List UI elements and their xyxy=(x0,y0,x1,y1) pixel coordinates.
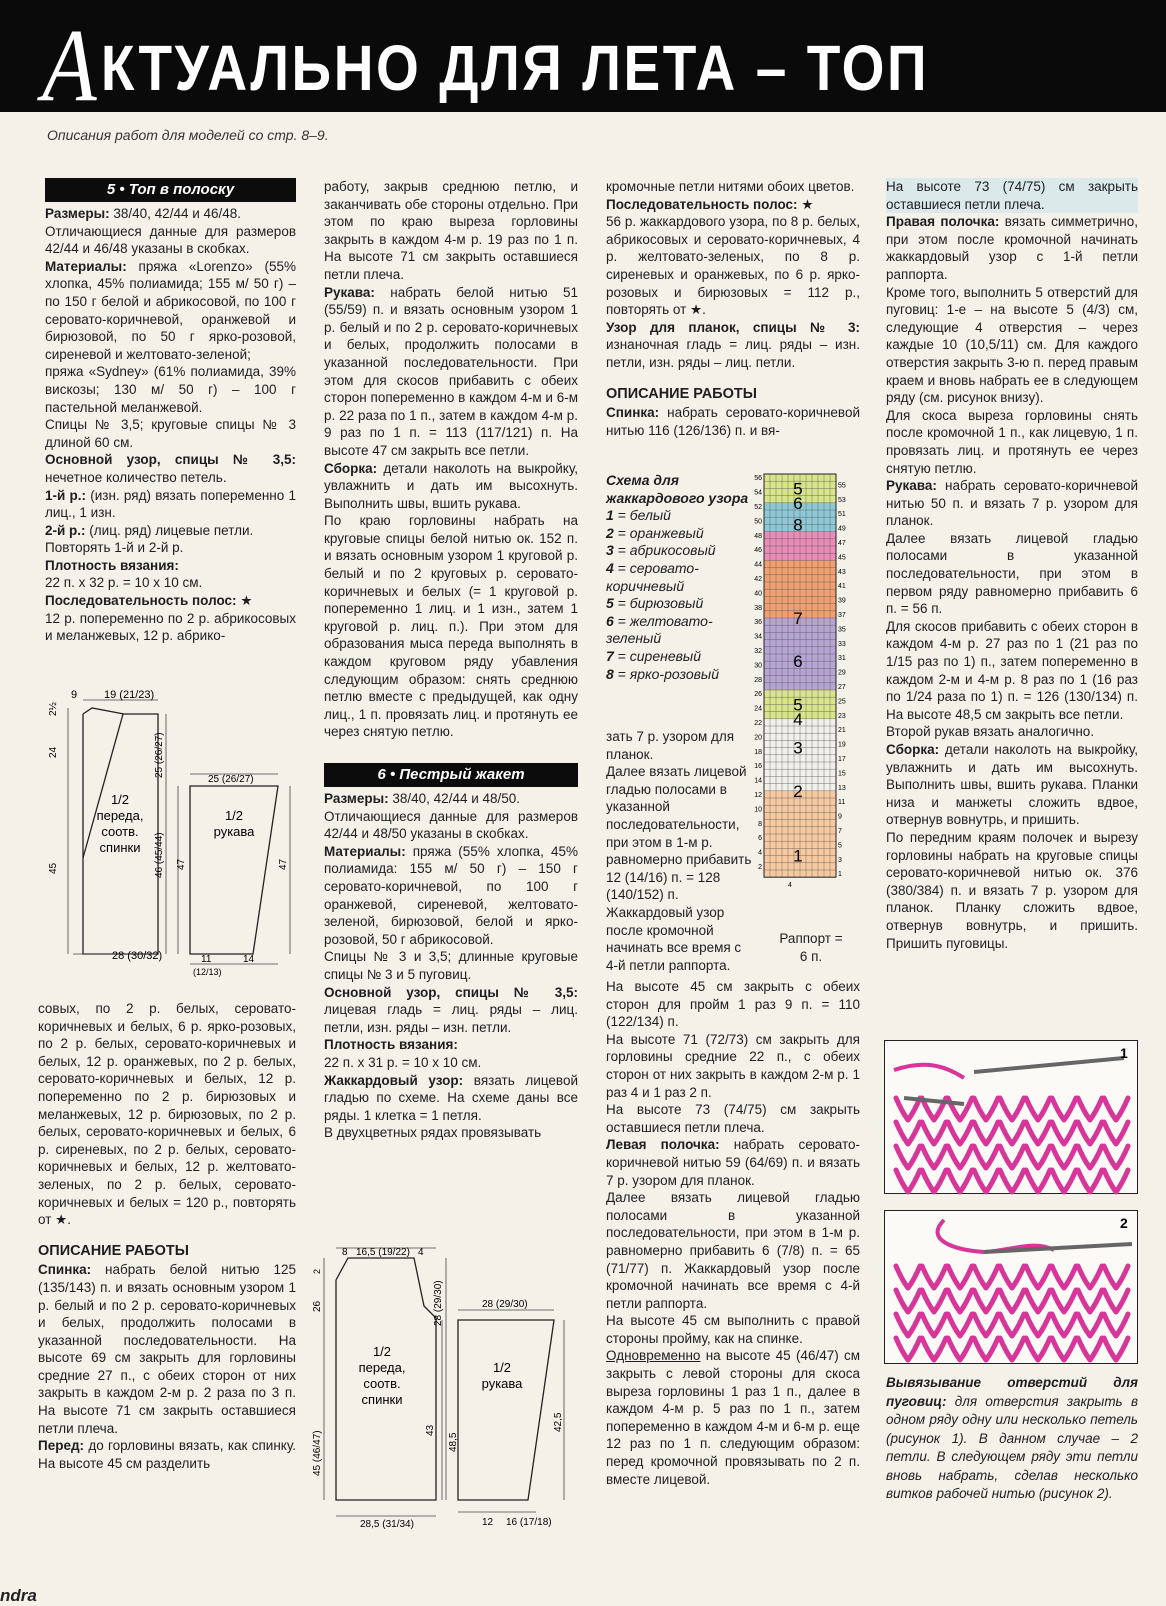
chart-stitch-label: 4 xyxy=(788,882,792,890)
chart-row-label: 25 xyxy=(838,698,846,706)
schema-sleeve-left: 47 xyxy=(176,858,187,870)
jacquard: Жаккардовый узор: вязать лицевой гладью по схеме. На схеме даны все ряды. 1 клетка = 1 петля. xyxy=(324,1072,578,1123)
back: Спинка: набрать белой нитью 125 (135/143) п. и вязать основным узором 1 р. белый и по 2 р. серовато-коричневых и белых, продолжить полосами в указанной последовательности. На высоте 69 см закрыть для горловины средние 27 п., с обеих сторон от них закрыть в каждом 2-м р. 2 раза по 3 п. На высоте 71 см закрыть оставшиеся петли плеча. xyxy=(38,1262,296,1436)
chart-row-label: 47 xyxy=(838,540,846,547)
rapport-label: Раппорт = 6 п. xyxy=(779,931,843,964)
neck-bevel: Для скоса выреза горловины снять после кромочной 1 п., как лицевую, 1 п. провязать лиц. и протянуть ее через снятую петлю. xyxy=(886,407,1138,476)
right-front: Правая полочка: вязать симметрично, при этом после кромочной начинать жаккардовый узор с 1-й петли раппорта. xyxy=(886,214,1138,282)
chart-row-label: 19 xyxy=(838,741,846,749)
sleeves: Рукава: набрать белой нитью 51 (55/59) п. и вязать основным узором 1 р. белый и по 2 р. серовато-коричневых и белых, продолжить полосами в указанной последовательности. При этом для скосов прибавить с обеих сторон попеременно в каждом 4-м и 6-м р. 22 раза по 1 п., затем в каждом 4-м р. 9 раз по 1 п. = 113 (117/121) п. На высоте 47 см закрыть все петли. xyxy=(324,284,578,458)
schema6-sleeve-b1: 12 xyxy=(482,1517,494,1528)
jacket-sizes: Размеры: 38/40, 42/44 и 48/50. xyxy=(324,791,521,806)
stripe-seq-cont: совых, по 2 р. белых, серовато-коричневых и белых, 6 р. ярко-розовых, по 2 р. белых, серовато-коричневых и белых, 12 р. оранжевых, по 2 р. белых, серовато-коричневых и белых, 12 р. попеременно по 2 р. бирюзовых и меланжевых, 12 р. бирюзовых, по 2 р. белых, серовато-коричневых и белых, 6 р. сиреневых, по 2 р. белых, серовато-коричневых и белых, 12 р. желтовато-зеленых, по 2 р. белых, серовато-коричневых и белых = 120 р., повторять от ★. xyxy=(38,1001,296,1228)
schema6-front-4: спинки xyxy=(361,1392,403,1407)
chart-row-label: 26 xyxy=(754,691,762,699)
legend-items xyxy=(606,507,756,683)
section-title-top: 5 • Топ в полоску xyxy=(45,178,296,202)
chart-color-number: 5 xyxy=(793,695,803,715)
figure-1-number: 1 xyxy=(1120,1045,1128,1061)
row-1: 1-й р.: (изн. ряд) вязать попеременно 1 лиц., 1 изн. xyxy=(45,487,296,521)
chart-row-label: 35 xyxy=(838,626,846,634)
column-1 xyxy=(45,178,296,645)
jacket-needles: Спицы № 3 и 3,5; длинные круговые спицы № 3 и 5 пуговиц. xyxy=(324,949,578,982)
schema-front-2: переда, xyxy=(96,808,144,823)
gauge: 22 п. х 32 р. = 10 х 10 см. xyxy=(45,575,203,591)
schema-sleeve-b3: (12/13) xyxy=(193,967,222,977)
row-2: 2-й р.: (лиц. ряд) лицевые петли. xyxy=(45,522,254,538)
chart-row-label: 9 xyxy=(838,813,842,821)
jacket-stripe-seq: 56 р. жаккардового узора, по 8 р. белых, абрикосовых и серовато-коричневых, 4 р. желтовато-зеленых, по 8 р. сиреневых и оранжевых, по 6 р. ярко-розовых и бирюзовых = 112 р., повторять от ★. xyxy=(606,214,860,318)
stripe-seq-label: Последовательность полос: ★ xyxy=(45,593,253,609)
legend-item-number: 2 xyxy=(606,524,614,541)
figure-2-number: 2 xyxy=(1120,1215,1128,1231)
jacket-assembly: Сборка: детали наколоть на выкройку, увлажнить и дать им высохнуть. Выполнить швы, вшить рукава. Планки низа и манжеты сложить вдвое, отвернув вовнутрь, и пришить. xyxy=(886,742,1138,828)
legend-item xyxy=(606,542,756,560)
page-header xyxy=(0,0,1166,123)
chart-row-label: 51 xyxy=(838,511,846,519)
column-1-cont xyxy=(38,1000,296,1472)
jacket-band: По передним краям полочек и вырезу горловины набрать на круговые спицы серовато-коричневой нитью ок. 376 (380/384) п. и вязать 7 р. узором для планок. Планку сложить вдвое, отвернув вовнутрь, и пришить. Пришить пуговицы. xyxy=(886,829,1138,951)
schema6-sleeve-right: 42,5 xyxy=(553,1412,564,1432)
schema-front-1: 1/2 xyxy=(110,792,130,807)
schema-sleeve-b2: 14 xyxy=(243,954,255,965)
left-front: Левая полочка: набрать серовато-коричневой нитью 59 (64/69) п. и вязать 7 р. узором для планок. xyxy=(606,1137,860,1188)
chart-row-label: 3 xyxy=(838,856,842,864)
chart-row-label: 41 xyxy=(838,583,846,591)
chart-row-label: 55 xyxy=(838,482,846,490)
chart-row-label: 33 xyxy=(838,640,846,648)
schema-sleeve-1: 1/2 xyxy=(224,808,244,823)
chart-color-number: 3 xyxy=(793,738,803,758)
neckline: По краю горловины набрать на круговые спицы белой нитью ок. 152 п. и вязать основным узором 1 круговой р. белый и по 2 круговых р. серовато-коричневых и белых (= 1 круговой р. попеременно 1 лиц. и 1 изн., затем 1 круговой р. лиц. п.). При этом для образования мыса переда выполнять в каждом круговом ряду убавления следующим образом: снять среднюю петлю вместе с предыдущей, как одну лиц., 1 п. провязать лиц. и протянуть ее через снятую петлю. xyxy=(324,513,578,740)
schema-dim-h5: 46 (45/44) xyxy=(154,832,165,878)
chart-row-label: 29 xyxy=(838,669,846,677)
column-4 xyxy=(886,178,1138,952)
legend-item xyxy=(606,507,756,525)
chart-row-label: 7 xyxy=(838,828,842,835)
chart-row-label: 24 xyxy=(754,705,762,713)
legend-item xyxy=(606,595,756,613)
schema6-top3: 4 xyxy=(418,1247,424,1258)
main-pattern: Основной узор, спицы № 3,5: нечетное количество петель. xyxy=(45,452,296,485)
front: Перед: до горловины вязать, как спинку. На высоте 45 см разделить xyxy=(38,1438,296,1471)
chart-color-number: 7 xyxy=(793,609,803,628)
legend-item-label: = желтовато-зеленый xyxy=(606,612,713,647)
chart-color-number: 2 xyxy=(793,781,803,801)
legend-item-label: = оранжевый xyxy=(613,524,704,541)
chart-row-label: 30 xyxy=(754,662,762,670)
chart-row-label: 48 xyxy=(754,532,762,540)
chart-row-label: 4 xyxy=(758,849,762,857)
page-title xyxy=(42,6,929,125)
selvage-note: кромочные петли нитями обоих цветов. xyxy=(606,179,855,194)
chart-color-number: 6 xyxy=(793,493,803,513)
chart-row-label: 21 xyxy=(838,727,846,735)
schema-dim-h2: 24 xyxy=(48,746,59,758)
chart-row-label: 49 xyxy=(838,525,846,533)
chart-row-label: 15 xyxy=(838,770,846,778)
work-description-heading: ОПИСАНИЕ РАБОТЫ xyxy=(38,1242,189,1259)
band-pattern: Узор для планок, спицы № 3: изнаночная гладь = лиц. ряды – изн. петли, изн. ряды – лиц. петли. xyxy=(606,319,860,370)
schema-jacket xyxy=(306,1246,586,1536)
chart-row-label: 22 xyxy=(754,720,762,727)
chart-row-label: 18 xyxy=(754,748,762,756)
schema-dim-h4: 25 (26/27) xyxy=(154,732,165,778)
jacket-materials: Материалы: пряжа (55% хлопка, 45% полиамида: 155 м/ 50 г) – 150 г серовато-коричневой, по 100 г оранжевой, сиреневой, желтовато-зеленой, бирюзовой, белой и ярко-розовой, 50 г абрикосовой. xyxy=(324,843,578,947)
schema6-sleeve-top: 28 (29/30) xyxy=(482,1299,528,1310)
chart-row-label: 36 xyxy=(754,619,762,627)
chart-row-label: 13 xyxy=(838,784,846,792)
jacket-back: Спинка: набрать серовато-коричневой нитью 116 (126/136) п. и вя- xyxy=(606,405,860,438)
jacket-sizes-note: Отличающиеся данные для размеров 42/44 и 48/50 указаны в скобках. xyxy=(324,808,578,842)
schema6-sleeve-2: рукава xyxy=(481,1376,523,1391)
schema6-top1: 8 xyxy=(342,1247,348,1258)
schema6-h1: 2 xyxy=(312,1268,322,1274)
legend-item-number: 8 xyxy=(606,665,614,682)
schema6-h2: 26 xyxy=(312,1300,323,1312)
column-2 xyxy=(324,178,578,1142)
legend-item-label: = бирюзовый xyxy=(613,595,704,612)
schema6-front-2: переда, xyxy=(358,1360,406,1375)
title-rest: КТУАЛЬНО ДЛЯ ЛЕТА – ТОП xyxy=(100,32,930,104)
chart-row-label: 53 xyxy=(838,496,846,504)
chart-row-label: 10 xyxy=(754,806,762,814)
needles: Спицы № 3,5; круговые спицы № 3 длиной 60 см. xyxy=(45,417,296,450)
jacket-work-heading: ОПИСАНИЕ РАБОТЫ xyxy=(606,385,757,402)
schema6-sleeve-1: 1/2 xyxy=(492,1360,512,1375)
chart-row-label: 14 xyxy=(754,777,762,785)
jacquard-chart xyxy=(748,474,870,914)
chart-row-label: 20 xyxy=(754,734,762,742)
chart-color-number: 4 xyxy=(793,709,803,729)
chart-row-label: 56 xyxy=(754,475,762,483)
armhole: На высоте 45 см закрыть с обеих сторон для пройм 1 раз 9 п. = 110 (122/134) п. xyxy=(606,979,860,1030)
legend-item-number: 7 xyxy=(606,647,614,664)
chart-row-label: 37 xyxy=(838,612,846,619)
chart-row-label: 27 xyxy=(838,684,846,691)
jacket-sleeves-3: Для скосов прибавить с обеих сторон в каждом 4-м р. 27 раз по 1 (21 раз по 1/15 раз по 1) п., затем попеременно в каждом 2-м и 4-м р. 8 раз по 1 (16 раз по 1/24 раза по 1) п. = 126 (130/134) п. На высоте 48,5 см закрыть все петли. xyxy=(886,618,1138,722)
chart-row-label: 5 xyxy=(838,842,842,850)
stripe-seq: 12 р. попеременно по 2 р. абрикосовых и меланжевых, 12 р. абрико- xyxy=(45,610,296,644)
column-3-cont xyxy=(606,728,754,974)
schema-sleeve-2: рукава xyxy=(213,824,255,839)
left-front-3: На высоте 45 см выполнить с правой стороны пройму, как на спинке. xyxy=(606,1313,860,1346)
schema-dim-bottom: 28 (30/32) xyxy=(112,950,163,962)
chart-row-label: 50 xyxy=(754,518,762,526)
legend-item-label: = ярко-розовый xyxy=(613,665,720,682)
jacquard-legend xyxy=(606,472,756,683)
chart-row-label: 1 xyxy=(838,871,842,879)
assembly: Сборка: детали наколоть на выкройку, увлажнить и дать им высохнуть. Выполнить швы, вшить рукава. xyxy=(324,460,578,511)
left-front-4: Одновременно на высоте 45 (46/47) см закрыть с левой стороны для скоса выреза горловины 1 раз 1 п., далее в каждом 4-м р. 5 раз по 1 п., затем попеременно в каждом 4-м и 6-м р. еще 12 раз по 1 п. следующим образом: перед кромочной провязывать по 2 п. вместе лицевой. xyxy=(606,1348,860,1487)
left-front-2: Далее вязать лицевой гладью полосами в указанной последовательности, при этом в 1-м р. равномерно прибавить 6 (7/8) п. = 65 (71/77) п. Жаккардовый узор после кромочной начинать все время с 4-й петли раппорта. xyxy=(606,1190,860,1311)
materials-2: пряжа «Sydney» (61% полиамида, 39% вискозы; 130 м/ 50 г) – 100 г пастельной меланжевой. xyxy=(45,364,296,415)
schema6-front-3: соотв. xyxy=(363,1376,401,1391)
schema6-h6: 48,5 xyxy=(448,1432,459,1452)
chart-row-label: 44 xyxy=(754,561,762,569)
legend-item-label: = серовато-коричневый xyxy=(606,559,699,594)
schema6-h3: 45 (46/47) xyxy=(312,1430,323,1476)
chart-row-label: 16 xyxy=(754,763,762,771)
jacket-stripe-label: Последовательность полос: ★ xyxy=(606,196,814,212)
chart-row-label: 42 xyxy=(754,576,762,583)
legend-item-number: 5 xyxy=(606,595,614,612)
legend-item-label: = абрикосовый xyxy=(613,542,716,559)
buttonhole-caption: Вывязывание отверстий для пуговиц: для отверстия закрыть в одном ряду одну или несколько петель (рисунок 1). В данном случае – 2 петли. В следующем ряду эти петли вновь набрать, сделав несколько витков рабочей нитью (рисунок 2). xyxy=(886,1375,1138,1501)
schema-top xyxy=(38,689,300,990)
schema6-h4: 28 (29/30) xyxy=(433,1280,444,1326)
legend-item xyxy=(606,613,756,648)
front-cont: работу, закрыв среднюю петлю, и заканчивать обе стороны отдельно. При этом по краю выреза горловины закрыть в каждом 4-м р. 19 раз по 1 п. На высоте 71 см закрыть оставшиеся петли плеча. xyxy=(324,179,578,282)
legend-item-number: 4 xyxy=(606,559,614,576)
chart-row-label: 46 xyxy=(754,547,762,555)
schema6-h5: 43 xyxy=(425,1424,436,1436)
two-color-rows: В двухцветных рядах провязывать xyxy=(324,1125,542,1141)
chart-row-label: 2 xyxy=(758,864,762,871)
schema-front-4: спинки xyxy=(99,840,141,855)
chart-row-label: 6 xyxy=(758,835,762,843)
schema-dim-h1: 2½ xyxy=(48,702,59,716)
chart-row-label: 8 xyxy=(758,820,762,828)
chart-row-label: 38 xyxy=(754,604,762,612)
column-3-cont2 xyxy=(606,978,860,1488)
materials: Материалы: пряжа «Lorenzo» (55% хлопка, 45% полиамида; 155 м/ 50 г) – по 150 г белой и абрикосовой, по 100 г серовато-коричневой, оранжевой и бирюзовой, по 50 г ярко-розовой, сиреневой и желтовато-зеленой; xyxy=(45,258,296,362)
chart-row-label: 43 xyxy=(838,568,846,576)
jacket-main-pattern: Основной узор, спицы № 3,5: лицевая гладь = лиц. ряды – лиц. петли, изн. ряды – изн. петли. xyxy=(324,984,578,1035)
buttonholes: Кроме того, выполнить 5 отверстий для пуговиц: 1-е – на высоте 5 (4/3) см, следующие 4 отверстия – через каждые 10 (10,5/11) см. Для каждого отверстия закрыть 3-ю п. перед правым краем и вновь набрать ее в следующем ряду (см. рисунок внизу). xyxy=(886,284,1138,406)
chart-row-label: 54 xyxy=(754,489,762,497)
schema-sleeve-top: 25 (26/27) xyxy=(208,774,254,785)
schema6-sleeve-b2: 16 (17/18) xyxy=(506,1517,552,1528)
chart-row-label: 23 xyxy=(838,712,846,720)
chart-color-number: 6 xyxy=(793,652,803,672)
jacket-gauge: 22 п. х 31 р. = 10 х 10 см. xyxy=(324,1054,482,1070)
legend-item-number: 6 xyxy=(606,612,614,629)
legend-item xyxy=(606,560,756,595)
schema-front-3: соотв. xyxy=(101,824,139,839)
legend-item xyxy=(606,666,756,684)
schema-sleeve-b1: 11 xyxy=(201,954,212,965)
chart-row-label: 12 xyxy=(754,792,762,799)
jacket-sleeves-4: Второй рукав вязать аналогично. xyxy=(886,724,1095,740)
chart-row-label: 45 xyxy=(838,554,846,562)
chart-row-label: 32 xyxy=(754,648,762,655)
chart-row-label: 11 xyxy=(838,799,846,807)
schema-dim-top2: 19 (21/23) xyxy=(104,689,155,701)
shoulder-back: На высоте 73 (74/75) см закрыть оставшиеся петли плеча. xyxy=(606,1102,860,1135)
chart-row-label: 39 xyxy=(838,597,846,605)
chart-color-number: 8 xyxy=(793,515,803,535)
schema6-top2: 16,5 (19/22) xyxy=(356,1247,410,1258)
schema6-bottom: 28,5 (31/34) xyxy=(360,1519,414,1530)
gauge-label: Плотность вязания: xyxy=(45,557,179,573)
jacket-back-stripes: Далее вязать лицевой гладью полосами в указанной последовательности, при этом в 1-м р. равномерно прибавить 12 (14/16) п. = 128 (140/152) п. Жаккардовый узор после кромочной начинать все время с 4-й петли раппорта. xyxy=(606,764,752,973)
chart-row-label: 31 xyxy=(838,655,846,663)
legend-item-number: 1 xyxy=(606,507,614,524)
jacket-back-cont: зать 7 р. узором для планок. xyxy=(606,729,735,762)
right-shoulder: На высоте 73 (74/75) см закрыть оставшиеся петли плеча. xyxy=(886,179,1138,212)
legend-title: Схема для жаккардового узора xyxy=(606,472,749,506)
legend-item-label: = белый xyxy=(613,507,671,524)
neck-back: На высоте 71 (72/73) см закрыть для горловины средние 22 п., с обеих сторон от них закрыть в каждом 2-м р. 1 раз 4 и 1 раз 2 п. xyxy=(606,1031,860,1100)
schema6-front-1: 1/2 xyxy=(372,1344,392,1359)
buttonhole-figure-1 xyxy=(884,1040,1138,1194)
chart-row-label: 40 xyxy=(754,590,762,598)
chart-color-number: 5 xyxy=(793,479,803,499)
sizes-note: Отличающиеся данные для размеров 42/44 и 46/48 указаны в скобках. xyxy=(45,223,296,257)
chart-color-number: 1 xyxy=(793,846,803,866)
sizes: Размеры: 38/40, 42/44 и 46/48. xyxy=(45,206,242,221)
chart-row-label: 17 xyxy=(838,756,846,763)
jacket-sleeves: Рукава: набрать серовато-коричневой нитью 50 п. и вязать 7 р. узором для планок. xyxy=(886,478,1138,529)
jacket-gauge-label: Плотность вязания: xyxy=(324,1037,458,1053)
jacket-sleeves-2: Далее вязать лицевой гладью полосами в указанной последовательности, при этом в первом ряду равномерно прибавить 6 п. = 56 п. xyxy=(886,530,1138,617)
chart-row-label: 52 xyxy=(754,504,762,511)
magazine-logo: ndra xyxy=(0,1586,37,1605)
legend-item xyxy=(606,525,756,543)
buttonhole-figure-2 xyxy=(884,1210,1138,1364)
title-initial: А xyxy=(42,8,100,123)
repeat: Повторять 1-й и 2-й р. xyxy=(45,540,184,556)
page-subtitle: Описания работ для моделей со стр. 8–9. xyxy=(47,127,329,143)
chart-row-label: 28 xyxy=(754,676,762,684)
schema-sleeve-right: 47 xyxy=(278,858,289,870)
section-title-jacket: 6 • Пестрый жакет xyxy=(324,763,578,787)
legend-item xyxy=(606,648,756,666)
schema-dim-h3: 45 xyxy=(48,862,59,874)
chart-row-label: 34 xyxy=(754,633,762,641)
legend-item-label: = сиреневый xyxy=(613,647,701,664)
column-3 xyxy=(606,178,860,439)
schema-dim: 9 xyxy=(71,689,78,701)
legend-item-number: 3 xyxy=(606,542,614,559)
